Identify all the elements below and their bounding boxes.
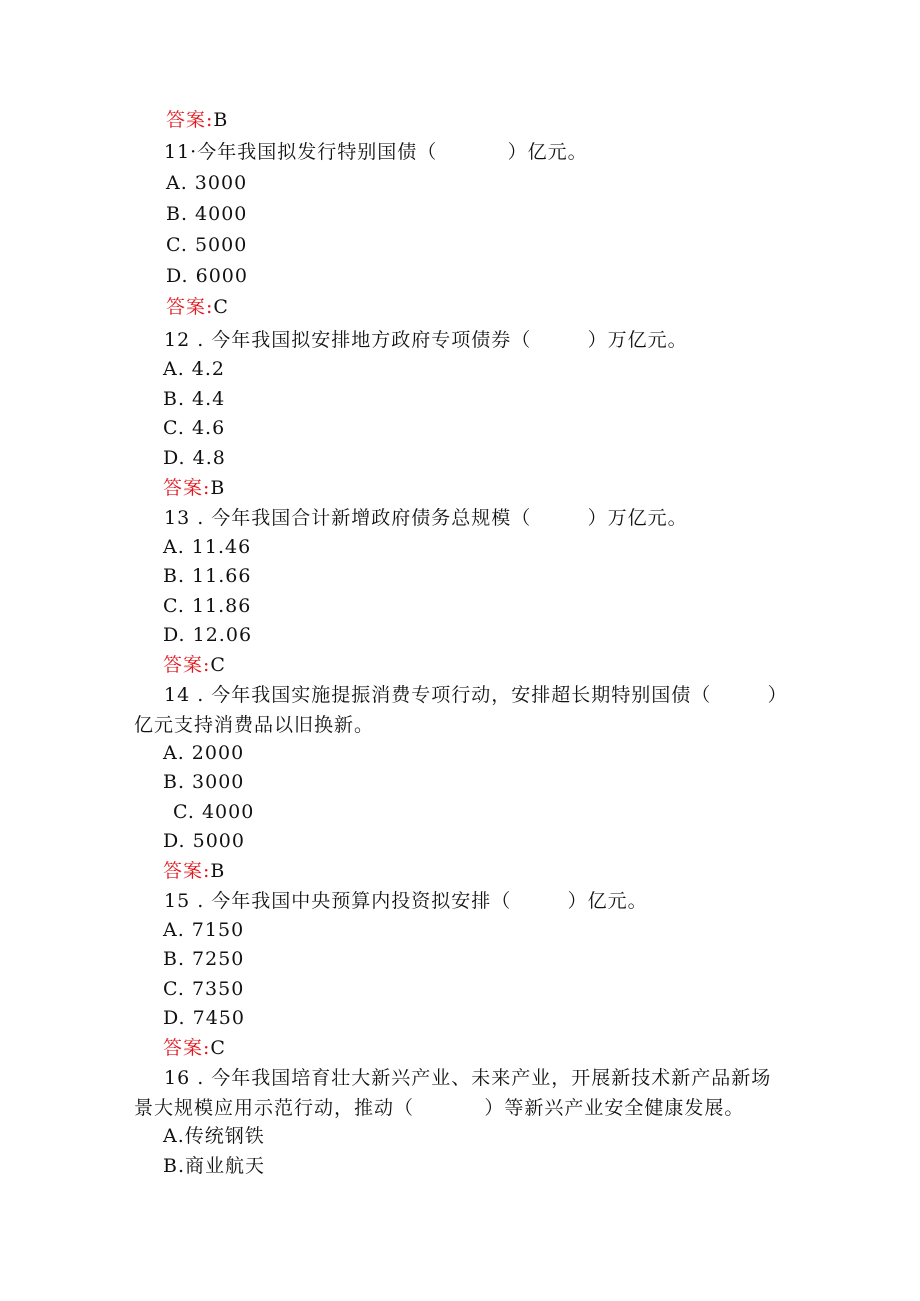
option-b: B. 3000 [163,771,245,793]
answer-line [163,1036,226,1060]
option-a: A. 4.2 [163,358,226,380]
option-d: D. 5000 [163,830,245,852]
question-text: 14 . 今年我国实施提振消费专项行动，安排超长期特别国债（ ） [164,684,788,706]
answer-value: C [210,654,226,676]
option-a: A. 11.46 [163,536,252,558]
answer-value: C [213,296,229,318]
question-text: 16 . 今年我国培育壮大新兴产业、未来产业，开展新技术新产品新场 [164,1067,772,1089]
answer-label: 答案: [163,654,211,676]
option-b: B.商业航天 [163,1155,266,1177]
option-d: D. 12.06 [163,624,253,646]
question-text: 12 . 今年我国拟安排地方政府专项债券（ ）万亿元。 [164,329,688,351]
question-text: 11·今年我国拟发行特别国债（ ）亿元。 [164,141,588,163]
option-b: B. 11.66 [163,565,252,587]
question-text-continued: 景大规模应用示范行动，推动（ ）等新兴产业安全健康发展。 [134,1097,745,1119]
answer-label: 答案: [163,477,211,499]
answer-line [163,476,225,500]
option-b: B. 4000 [166,203,248,225]
answer-line [163,859,225,883]
option-b: B. 7250 [163,948,245,970]
answer-line [163,653,226,677]
question-text: 15 . 今年我国中央预算内投资拟安排（ ）亿元。 [164,890,648,912]
option-d: D. 7450 [163,1007,245,1029]
option-c: C. 5000 [166,234,248,256]
option-c: C. 4000 [173,801,255,823]
option-c: C. 11.86 [163,595,252,617]
question-text-continued: 亿元支持消费品以旧换新。 [134,714,375,736]
answer-value: B [213,109,229,131]
answer-label: 答案: [166,296,214,318]
answer-value: B [210,860,226,882]
question-text: 13 . 今年我国合计新增政府债务总规模（ ）万亿元。 [164,507,688,529]
option-a: A. 2000 [163,742,245,764]
answer-value: B [210,477,226,499]
option-d: D. 4.8 [163,447,226,469]
option-c: C. 7350 [163,978,245,1000]
option-a: A.传统钢铁 [163,1125,265,1147]
answer-label: 答案: [166,109,214,131]
answer-label: 答案: [163,1037,211,1059]
option-a: A. 7150 [163,919,245,941]
answer-line [166,108,228,132]
option-a: A. 3000 [166,172,248,194]
answer-line [166,295,229,319]
option-d: D. 6000 [166,265,248,287]
option-b: B. 4.4 [163,388,226,410]
answer-value: C [210,1037,226,1059]
answer-label: 答案: [163,860,211,882]
option-c: C. 4.6 [163,417,226,439]
